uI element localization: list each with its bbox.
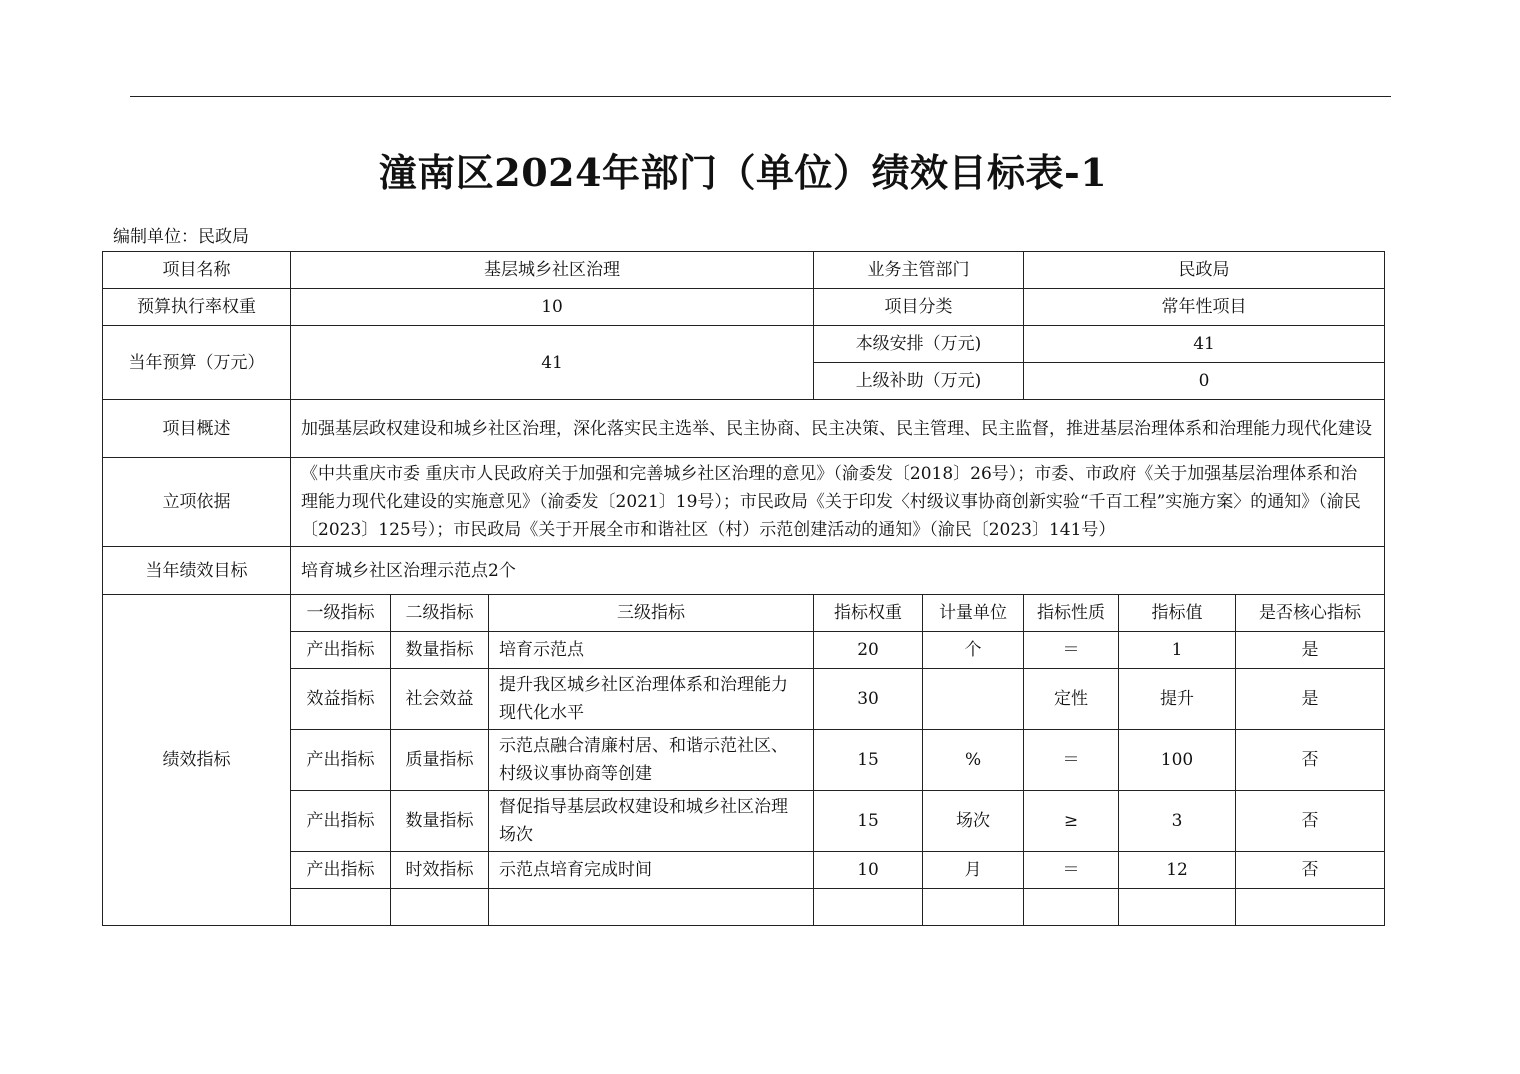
cell [1024,889,1119,926]
table-row [103,458,1385,547]
cell: 产出指标 [291,791,391,852]
table-row [103,852,1385,889]
upper-subsidy-value: 0 [1024,363,1385,400]
table-row [103,632,1385,669]
header-level2: 二级指标 [391,595,489,632]
perf-indicators-label: 绩效指标 [103,595,291,926]
cell: 数量指标 [391,791,489,852]
dept-label: 业务主管部门 [814,252,1024,289]
cell: 是 [1236,632,1385,669]
cell: 场次 [923,791,1024,852]
cell: 15 [814,730,923,791]
project-name-value: 基层城乡社区治理 [291,252,814,289]
cell: 质量指标 [391,730,489,791]
cell: % [923,730,1024,791]
compiling-unit: 编制单位：民政局 [113,227,249,247]
cell: 数量指标 [391,632,489,669]
cell: 提升 [1119,669,1236,730]
performance-target-table [102,251,1385,926]
header-weight: 指标权重 [814,595,923,632]
annual-budget-value: 41 [291,326,814,400]
cell [923,669,1024,730]
cell: 月 [923,852,1024,889]
table-row [103,669,1385,730]
cell: 社会效益 [391,669,489,730]
cell: 示范点融合清廉村居、和谐示范社区、村级议事协商等创建 [489,730,814,791]
cell: ＝ [1024,852,1119,889]
cell: 个 [923,632,1024,669]
cell: 15 [814,791,923,852]
annual-budget-label: 当年预算（万元） [103,326,291,400]
table-row [103,889,1385,926]
cell: ＝ [1024,730,1119,791]
cell: 否 [1236,852,1385,889]
cell [391,889,489,926]
table-row [103,547,1385,595]
basis-value: 《中共重庆市委 重庆市人民政府关于加强和完善城乡社区治理的意见》（渝委发〔2018〕26号）；市委、市政府《关于加强基层治理体系和治理能力现代化建设的实施意见》（渝委发〔2021〕19号）；市民政局《关于印发〈村级议事协商创新实验“千百工程”实施方案〉的通知》（渝民〔2023〕125号）；市民政局《关于开展全市和谐社区（村）示范创建活动的通知》（渝民〔2023〕141号） [291,458,1385,547]
table-row [103,730,1385,791]
project-name-label: 项目名称 [103,252,291,289]
header-unit: 计量单位 [923,595,1024,632]
cell [1236,889,1385,926]
cell [814,889,923,926]
cell: 效益指标 [291,669,391,730]
cell: 定性 [1024,669,1119,730]
table-row [103,252,1385,289]
cell: 培育示范点 [489,632,814,669]
header-core: 是否核心指标 [1236,595,1385,632]
goal-label: 当年绩效目标 [103,547,291,595]
cell: 督促指导基层政权建设和城乡社区治理场次 [489,791,814,852]
upper-subsidy-label: 上级补助（万元) [814,363,1024,400]
cell: 是 [1236,669,1385,730]
table-row [103,326,1385,363]
cell [291,889,391,926]
budget-weight-value: 10 [291,289,814,326]
table-row [103,791,1385,852]
table-row [103,400,1385,458]
cell: 否 [1236,730,1385,791]
cell: 产出指标 [291,730,391,791]
cell: 3 [1119,791,1236,852]
goal-value: 培育城乡社区治理示范点2个 [291,547,1385,595]
header-value: 指标值 [1119,595,1236,632]
basis-label: 立项依据 [103,458,291,547]
cell: 时效指标 [391,852,489,889]
cell: ＝ [1024,632,1119,669]
cell: 产出指标 [291,632,391,669]
cell [923,889,1024,926]
cell: 产出指标 [291,852,391,889]
cell: ≥ [1024,791,1119,852]
cell: 1 [1119,632,1236,669]
overview-label: 项目概述 [103,400,291,458]
budget-weight-label: 预算执行率权重 [103,289,291,326]
cell: 12 [1119,852,1236,889]
local-arrangement-value: 41 [1024,326,1385,363]
dept-value: 民政局 [1024,252,1385,289]
cell: 30 [814,669,923,730]
overview-value: 加强基层政权建设和城乡社区治理，深化落实民主选举、民主协商、民主决策、民主管理、民主监督，推进基层治理体系和治理能力现代化建设 [291,400,1385,458]
local-arrangement-label: 本级安排（万元) [814,326,1024,363]
cell [489,889,814,926]
page-title: 潼南区2024年部门（单位）绩效目标表-1 [378,150,1108,195]
table-row [103,289,1385,326]
cell: 示范点培育完成时间 [489,852,814,889]
cell: 20 [814,632,923,669]
cell: 100 [1119,730,1236,791]
cell [1119,889,1236,926]
cell: 提升我区城乡社区治理体系和治理能力现代化水平 [489,669,814,730]
header-rule [130,96,1391,97]
header-nature: 指标性质 [1024,595,1119,632]
category-label: 项目分类 [814,289,1024,326]
header-level3: 三级指标 [489,595,814,632]
cell: 否 [1236,791,1385,852]
header-level1: 一级指标 [291,595,391,632]
cell: 10 [814,852,923,889]
table-row [103,595,1385,632]
category-value: 常年性项目 [1024,289,1385,326]
